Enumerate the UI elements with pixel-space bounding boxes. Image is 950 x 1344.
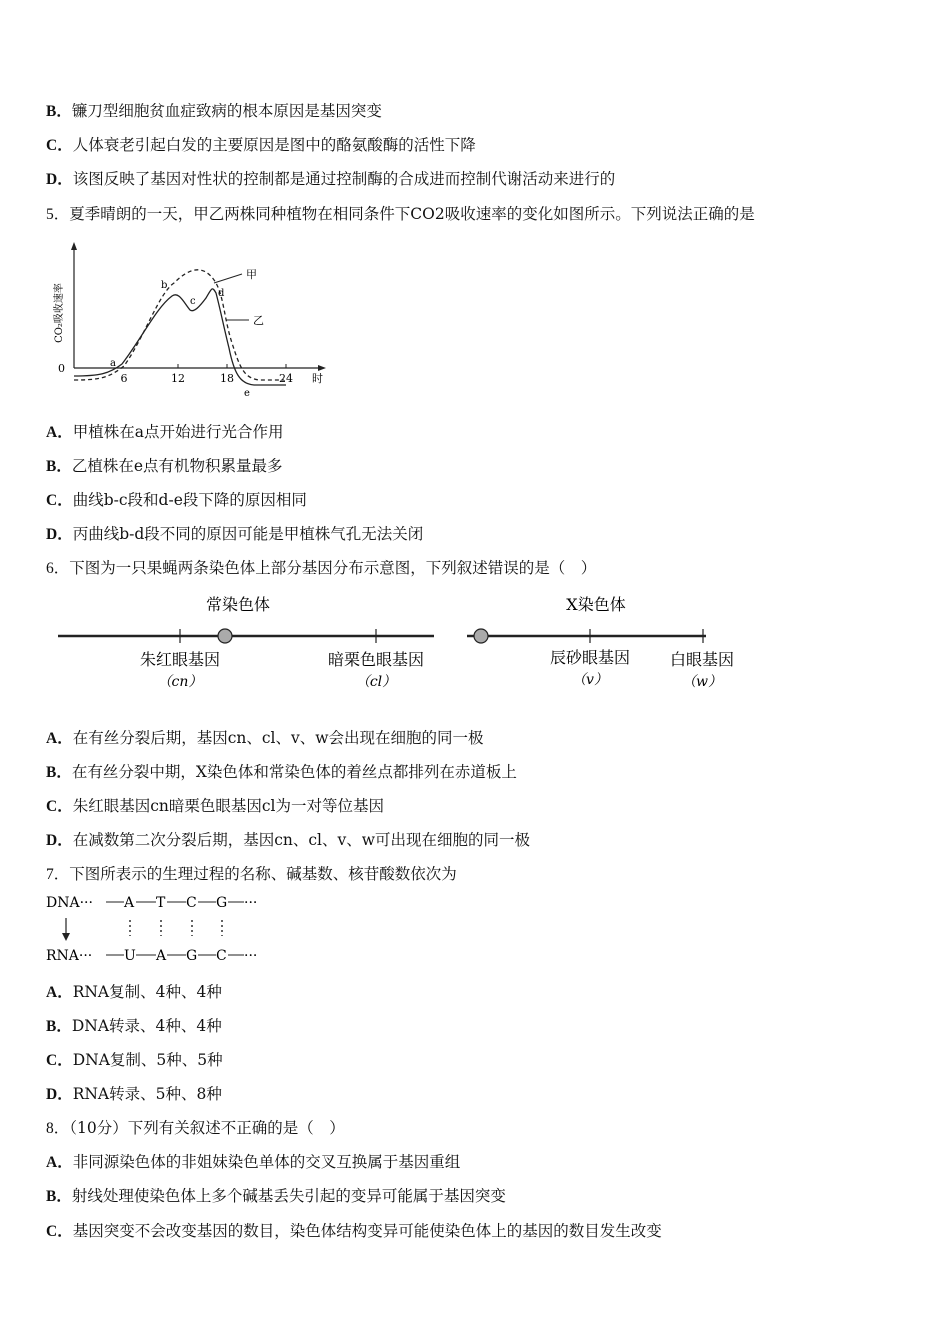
x-tick-6: 6: [120, 372, 128, 385]
down-arrow-head: [62, 933, 70, 941]
leader-jia: [214, 274, 242, 283]
q6-option-a: A．在有丝分裂后期，基因cn、cl、v、w会出现在细胞的同一极: [46, 729, 484, 747]
gene-v-name: 辰砂眼基因: [549, 648, 631, 667]
q4-option-d: D．该图反映了基因对性状的控制都是通过控制酶的合成进而控制代谢活动来进行的: [46, 170, 616, 188]
dna-base-2: C: [186, 895, 197, 911]
q8-option-a: A．非同源染色体的非姐妹染色单体的交叉互换属于基因重组: [46, 1153, 461, 1171]
q8-option-b: B．射线处理使染色体上多个碱基丢失引起的变异可能属于基因突变: [46, 1187, 506, 1205]
x-tick-24: 24: [279, 372, 293, 385]
q5-stem: 5．夏季晴朗的一天，甲乙两株同种植物在相同条件下CO2吸收速率的变化如图所示。下列说法正确的是: [46, 205, 755, 223]
gene-cn-name: 朱红眼基因: [139, 650, 221, 669]
x-unit-label: 时: [312, 372, 323, 385]
autosome-centromere: [218, 629, 232, 643]
q7-option-b: B．DNA转录、4种、4种: [46, 1017, 222, 1035]
gene-w-symbol: （w）: [682, 674, 722, 690]
point-c: c: [190, 296, 196, 307]
q7-option-d: D．RNA转录、5种、8种: [46, 1085, 222, 1103]
rna-label: RNA···: [46, 948, 93, 964]
gene-cn-symbol: （cn）: [157, 674, 203, 690]
dna-base-1: T: [156, 895, 166, 911]
chromosome-diagram: [54, 588, 744, 698]
rna-base-2: G: [186, 948, 198, 964]
gene-cl-name: 暗栗色眼基因: [327, 650, 425, 669]
autosome-title: 常染色体: [205, 595, 271, 614]
zero-label: 0: [58, 362, 65, 375]
point-a: a: [110, 358, 116, 369]
gene-cl-symbol: （cl）: [355, 674, 397, 690]
transcription-diagram: [44, 890, 274, 968]
label-jia: 甲: [246, 268, 257, 281]
q5-option-a: A．甲植株在a点开始进行光合作用: [46, 423, 284, 441]
y-axis-arrow: [71, 242, 77, 250]
rna-base-1: A: [156, 948, 167, 964]
q5-option-d: D．丙曲线b-d段不同的原因可能是甲植株气孔无法关闭: [46, 525, 424, 543]
q5-option-b: B．乙植株在e点有机物积累量最多: [46, 457, 283, 475]
curve-yi: [74, 289, 286, 385]
point-b: b: [161, 280, 168, 291]
dna-base-0: A: [124, 895, 135, 911]
y-axis-label: CO₂吸收速率: [54, 283, 65, 343]
rna-base-3: C: [216, 948, 227, 964]
x-centromere: [474, 629, 488, 643]
q7-stem: 7．下图所表示的生理过程的名称、碱基数、核苷酸数依次为: [46, 865, 457, 883]
q7-option-a: A．RNA复制、4种、4种: [46, 983, 222, 1001]
dna-label: DNA···: [46, 895, 93, 911]
q8-stem: 8．（10分）下列有关叙述不正确的是（ ）: [46, 1119, 345, 1137]
q6-option-b: B．在有丝分裂中期，X染色体和常染色体的着丝点都排列在赤道板上: [46, 763, 517, 781]
q6-option-c: C．朱红眼基因cn暗栗色眼基因cl为一对等位基因: [46, 797, 385, 815]
label-yi: 乙: [253, 314, 264, 327]
q4-option-c: C．人体衰老引起白发的主要原因是图中的酪氨酸酶的活性下降: [46, 136, 476, 154]
x-axis-arrow: [318, 365, 326, 371]
q5-option-c: C．曲线b-c段和d-e段下降的原因相同: [46, 491, 307, 509]
gene-w-name: 白眼基因: [669, 650, 735, 669]
q7-option-c: C．DNA复制、5种、5种: [46, 1051, 223, 1069]
co2-absorption-chart: [44, 238, 334, 400]
gene-v-symbol: （v）: [572, 672, 608, 688]
q6-option-d: D．在减数第二次分裂后期，基因cn、cl、v、w可出现在细胞的同一极: [46, 831, 531, 849]
q6-stem: 6．下图为一只果蝇两条染色体上部分基因分布示意图，下列叙述错误的是（ ）: [46, 559, 597, 577]
rna-trail: ···: [244, 948, 258, 964]
q8-option-c: C．基因突变不会改变基因的数目，染色体结构变异可能使染色体上的基因的数目发生改变: [46, 1222, 662, 1240]
point-d: d: [218, 288, 225, 299]
dna-trail: ···: [244, 895, 258, 911]
x-chromosome-title: X染色体: [566, 595, 626, 614]
q4-option-b: B．镰刀型细胞贫血症致病的根本原因是基因突变: [46, 102, 382, 120]
dna-base-3: G: [216, 895, 228, 911]
x-tick-18: 18: [220, 372, 234, 385]
rna-base-0: U: [124, 948, 136, 964]
x-tick-12: 12: [171, 372, 185, 385]
point-e: e: [244, 388, 250, 399]
base-pair-dots: [130, 920, 222, 936]
